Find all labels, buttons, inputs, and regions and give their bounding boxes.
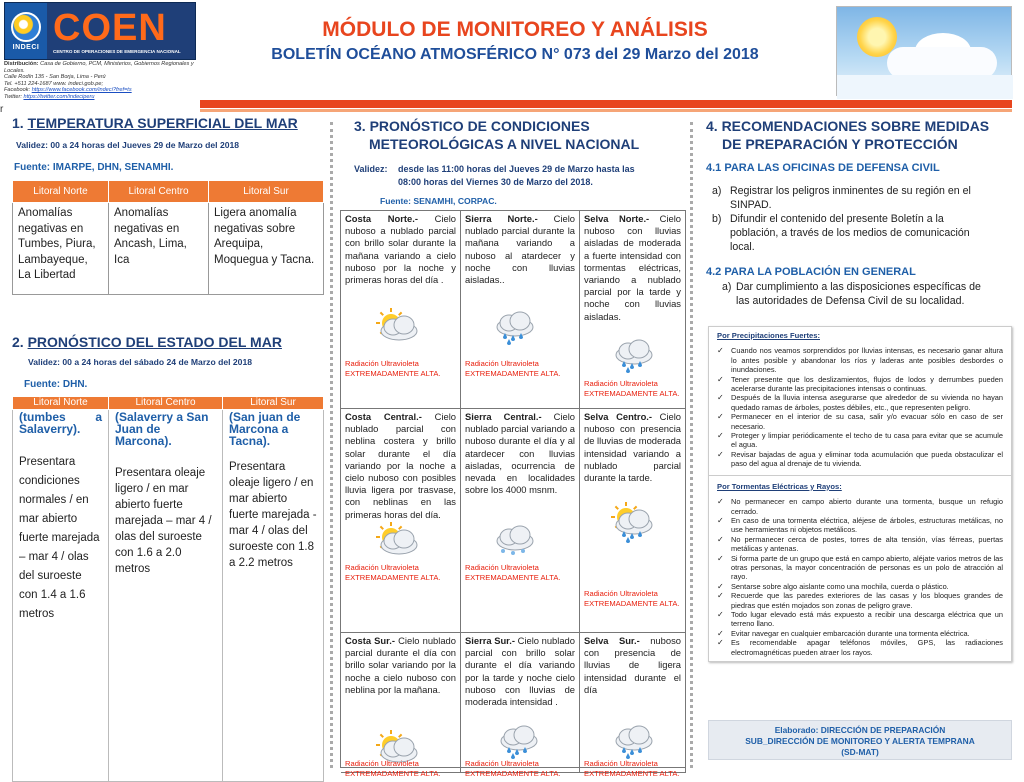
subsection-4-1: 4.1 PARA LAS OFICINAS DE DEFENSA CIVIL xyxy=(706,162,940,174)
checkmark-icon: ✓ xyxy=(717,609,724,619)
table-cell: Ligera anomalía negativas sobre Arequipa, Moquegua y Tacna. xyxy=(209,203,324,295)
sea-state-table xyxy=(12,396,324,782)
forecast-cell xyxy=(341,633,461,778)
table-cell: (San juan de Marcona a Tacna). Presentara oleaje ligero / en mar abierto fuerte marejada - mar 4 / olas del suroeste con 1.8 a 2.2 metros xyxy=(223,410,324,782)
forecast-cell xyxy=(461,633,580,778)
forecast-text: Costa Central.- Cielo nublado parcial con neblina costera y brillo solar durante el día variando por la noche a cielo nuboso con posibles lluvia ligera por trasvase, con neblinas en las primeras horas del día. xyxy=(345,411,456,520)
forecast-text: Sierra Central.- Cielo nublado parcial variando a nuboso durante el día y al atardecer con lluvias aisladas, ocurrencia de nevada en localidades sobre los 4000 msnm. xyxy=(465,411,575,496)
logo-text: COEN xyxy=(53,6,167,49)
table-cell: (Salaverry a San Juan de Marcona). Presentara oleaje ligero / en mar abierto fuerte marejada – mar 4 / olas del suroeste con 1.6 a 2.0 metros xyxy=(109,410,223,782)
twitter-link[interactable]: https://twitter.com/indeciperu xyxy=(23,93,95,100)
list-item: ✓ Es recomendable apagar teléfonos móviles, GPS, las radiaciones electromagnéticas pueden atraer los rayos. xyxy=(717,638,1003,657)
forecast-text: Costa Norte.- Cielo nuboso a nublado parcial con brillo solar durante la mañana variando a cielo nuboso por la noche y primeras horas del día . xyxy=(345,213,457,286)
emblem-label: INDECI xyxy=(12,43,40,51)
stray-character: r xyxy=(0,104,4,115)
column-header: Litoral Centro xyxy=(109,181,209,203)
list-item: ✓ Si forma parte de un grupo que está en campo abierto, aléjate varios metros de las otras personas, la mayor concentración de personas es un polo de atracción al rayo. xyxy=(717,553,1003,582)
divider xyxy=(709,475,1011,476)
rec-heading-lluvias: Por Precipitaciones Fuertes: xyxy=(717,331,820,340)
header-divider xyxy=(200,100,1012,108)
section3-heading: 3. PRONÓSTICO DE CONDICIONES METEOROLÓGICAS A NIVEL NACIONAL xyxy=(354,118,640,152)
table-cell: (tumbes a Salaverry). Presentara condiciones normales / en mar abierto fuerte marejada – mar 4 / olas del suroeste con 1.4 a 1.6 metros xyxy=(13,410,109,782)
section1-source: Fuente: IMARPE, DHN, SENAMHI. xyxy=(14,162,174,173)
section2-source: Fuente: DHN. xyxy=(24,379,88,390)
forecast-cell xyxy=(580,409,686,633)
uv-radiation-label: Radiación Ultravioleta EXTREMADAMENTE ALTA. xyxy=(345,759,441,778)
weather-banner-image xyxy=(836,6,1012,96)
forecast-cell xyxy=(341,211,461,409)
table-cell: Anomalías negativas en Ancash, Lima, Ica xyxy=(109,203,209,295)
list-item: ✓ En caso de una tormenta eléctrica, aléjese de árboles, estructuras metálicas, no use herramientas ni objetos metálicos. xyxy=(717,515,1003,535)
uv-radiation-label: Radiación Ultravioleta EXTREMADAMENTE ALTA. xyxy=(584,759,680,778)
uv-radiation-label: Radiación Ultravioleta EXTREMADAMENTE ALTA. xyxy=(465,563,561,582)
table-cell: Anomalías negativas en Tumbes, Piura, Lambayeque, La Libertad xyxy=(13,203,109,295)
indeci-emblem xyxy=(5,3,47,59)
checkmark-icon: ✓ xyxy=(717,431,724,441)
column-header: Litoral Norte xyxy=(13,397,109,410)
address: Calle Rodín 135 - San Borja, Lima - Perú xyxy=(4,74,106,81)
column-separator xyxy=(690,122,693,768)
forecast-cell xyxy=(461,211,580,409)
checkmark-icon: ✓ xyxy=(717,534,724,544)
list-poblacion xyxy=(722,280,986,308)
globe-icon xyxy=(11,12,41,42)
forecast-text: Sierra Sur.- Cielo nublado parcial con brillo solar durante el día variando por la tarde y noche cielo nuboso con lluvias de moderada intensidad . xyxy=(465,635,575,708)
forecast-cell xyxy=(580,633,686,778)
column-header: Litoral Norte xyxy=(13,181,109,203)
list-item: ✓ Proteger y limpiar periódicamente el techo de tu casa para evitar que se acumule el agua. xyxy=(717,431,1003,450)
footer-credits: Elaborado: DIRECCIÓN DE PREPARACIÓN SUB_DIRECCIÓN DE MONITOREO Y ALERTA TEMPRANA (SD-MAT) xyxy=(708,720,1012,760)
list-item: ✓ No permanecer cerca de postes, torres de alta tensión, vías férreas, puertas metálicas y antenas. xyxy=(717,534,1003,554)
section1-validity: Validez: 00 a 24 horas del Jueves 29 de Marzo del 2018 xyxy=(16,140,240,150)
checkmark-icon: ✓ xyxy=(717,581,724,591)
uv-radiation-label: Radiación Ultravioleta EXTREMADAMENTE ALTA. xyxy=(465,359,561,378)
list-item: ✓ Tener presente que los deslizamientos, flujos de lodos y derrumbes pueden acelerarse durante las precipitaciones intensas o continuas. xyxy=(717,374,1003,394)
weather-forecast-grid xyxy=(340,210,686,778)
rain-cloud-icon xyxy=(606,717,656,755)
partly-cloudy-icon xyxy=(371,521,421,559)
section3-validity: Validez: desde las 11:00 horas del Jueves 29 de Marzo hasta las xyxy=(354,164,635,174)
forecast-region: Selva Centro.- xyxy=(584,411,653,422)
logo-subtitle: CENTRO DE OPERACIONES DE EMERGENCIA NACIONAL xyxy=(53,48,181,54)
section3-source: Fuente: SENAMHI, CORPAC. xyxy=(380,196,497,206)
forecast-text: Selva Sur.- nuboso con presencia de lluvias de ligera intensidad durante el día xyxy=(584,635,681,695)
rain-cloud-icon xyxy=(487,303,537,341)
forecast-region: Costa Norte.- xyxy=(345,213,418,224)
forecast-cell xyxy=(341,409,461,633)
forecast-text: Sierra Norte.- Cielo nublado parcial durante la mañana variando a nuboso al atardecer y noche con lluvias aisladas.. xyxy=(465,213,575,286)
uv-radiation-label: Radiación Ultravioleta EXTREMADAMENTE ALTA. xyxy=(584,589,680,608)
rec-heading-tormentas: Por Tormentas Eléctricas y Rayos: xyxy=(717,481,842,491)
checkmark-icon: ✓ xyxy=(717,346,724,356)
forecast-region: Sierra Sur.- xyxy=(465,635,516,646)
forecast-region: Selva Norte.- xyxy=(584,213,650,224)
forecast-region: Selva Sur.- xyxy=(584,635,640,646)
checkmark-icon: ✓ xyxy=(717,374,724,384)
column-separator xyxy=(330,122,333,768)
section2-validity: Validez: 00 a 24 horas del sábado 24 de Marzo del 2018 xyxy=(28,357,253,367)
checkmark-icon: ✓ xyxy=(717,497,724,507)
forecast-cell xyxy=(461,409,580,633)
list-item: ✓ No permanecer en campo abierto durante una tormenta, busque un refugio cerrado. xyxy=(717,497,1003,516)
page-subtitle: BOLETÍN OCÉANO ATMOSFÉRICO N° 073 del 29 Marzo del 2018 xyxy=(271,46,759,63)
forecast-region: Costa Sur.- xyxy=(345,635,396,646)
section4-heading: 4. RECOMENDACIONES SOBRE MEDIDAS DE PREPARACIÓN Y PROTECCIÓN xyxy=(706,118,990,152)
list-item: a) Dar cumplimiento a las disposiciones específicas de las autoridades de Defensa Civil de su localidad. xyxy=(722,281,981,307)
facebook-link[interactable]: https://www.facebook.com/indeci?fref=ts xyxy=(31,87,132,94)
forecast-text: Selva Norte.- Cielo nuboso con lluvias aisladas de moderada a fuerte intensidad con tormentas eléctricas, variando a nublado parcial por la tarde y noche con lluvias aisladas. xyxy=(584,213,681,322)
section2-heading: 2. PRONÓSTICO DEL ESTADO DEL MAR xyxy=(12,334,282,350)
snow-cloud-icon xyxy=(487,517,537,555)
page-title: MÓDULO DE MONITOREO Y ANÁLISIS xyxy=(322,18,708,41)
list-item: ✓ Cuando nos veamos sorprendidos por lluvias intensas, es necesario ganar altura lo antes posible y abandonar los ríos y laderas ante posibles desbordes o inundaciones. xyxy=(717,346,1003,375)
sea-temperature-table xyxy=(12,180,324,295)
column-header: Litoral Centro xyxy=(109,397,223,410)
list-item: a) Registrar los peligros inminentes de su región en el SINPAD. xyxy=(712,185,971,211)
rain-cloud-icon xyxy=(606,331,656,369)
column-header: Litoral Sur xyxy=(209,181,324,203)
checkmark-icon: ✓ xyxy=(717,638,724,648)
list-item: ✓ Después de la lluvia intensa asegurarse que alrededor de su vivienda no hayan quedado ramas de árboles, postes débiles, etc., que representen peligro. xyxy=(717,393,1003,412)
rain-cloud-icon xyxy=(491,717,541,755)
column-header: Litoral Sur xyxy=(223,397,324,410)
list-item: ✓ Revisar bajadas de agua y eliminar toda acumulación que pueda obstaculizar el paso del agua al drenaje de tu vivienda. xyxy=(717,449,1003,469)
forecast-region: Sierra Norte.- xyxy=(465,213,538,224)
rec-list-lluvias xyxy=(717,346,1003,468)
section1-heading: 1. TEMPERATURA SUPERFICIAL DEL MAR xyxy=(12,115,298,131)
recommendations-box xyxy=(708,326,1012,662)
distribution-info: Distribución: Casa de Gobierno, PCM, Ministerios, Gobiernos Regionales y Locales. Calle Rodín 135 - San Borja, Lima - Perú Tel. +511 224-1687 www. indeci.gob.pe; Facebook: https://www.facebook.com/indeci?fref=ts Twitter: https://twitter.com/indeciperu xyxy=(4,61,204,101)
list-item: ✓ Evitar navegar en cualquier embarcación durante una tormenta eléctrica. xyxy=(717,628,970,638)
rec-list-tormentas xyxy=(717,497,1003,657)
checkmark-icon: ✓ xyxy=(717,553,724,563)
uv-radiation-label: Radiación Ultravioleta EXTREMADAMENTE ALTA. xyxy=(584,379,680,398)
list-item: ✓ Recuerde que las paredes exteriores de las casas y los bloques grandes de piedras que estén mojados son zonas de peligro grave. xyxy=(717,591,1003,610)
forecast-region: Costa Central.- xyxy=(345,411,422,422)
list-item: ✓ Sentarse sobre algo aislante como una mochila, cuerda o plástico. xyxy=(717,581,949,591)
checkmark-icon: ✓ xyxy=(717,393,724,403)
sun-rain-icon xyxy=(606,501,656,539)
forecast-text: Selva Centro.- Cielo nuboso con presencia de lluvias de moderada intensidad variando a nublado parcial durante la tarde. xyxy=(584,411,681,484)
checkmark-icon: ✓ xyxy=(717,412,724,422)
checkmark-icon: ✓ xyxy=(717,515,724,525)
uv-radiation-label: Radiación Ultravioleta EXTREMADAMENTE ALTA. xyxy=(465,759,561,778)
list-item: b) Difundir el contenido del presente Boletín a la población, a través de los medios de comunicación local. xyxy=(712,213,970,253)
subsection-4-2: 4.2 PARA LA POBLACIÓN EN GENERAL xyxy=(706,266,916,278)
list-item: ✓ Permanecer en el interior de su casa, salir y/o evacuar sólo en caso de ser necesario. xyxy=(717,412,1003,431)
uv-radiation-label: Radiación Ultravioleta EXTREMADAMENTE ALTA. xyxy=(345,563,441,582)
forecast-region: Sierra Central.- xyxy=(465,411,542,422)
partly-cloudy-icon xyxy=(371,307,421,345)
forecast-cell xyxy=(580,211,686,409)
coen-logo xyxy=(4,2,196,60)
table-row xyxy=(13,410,324,782)
checkmark-icon: ✓ xyxy=(717,591,724,601)
forecast-text: Costa Sur.- Cielo nublado parcial durante el día con brillo solar variando por la noche a cielo nuboso con neblina por la mañana. xyxy=(345,635,456,695)
checkmark-icon: ✓ xyxy=(717,628,724,638)
list-item: ✓ Todo lugar elevado está más expuesto a recibir una descarga eléctrica que un terreno llano. xyxy=(717,609,1003,629)
uv-radiation-label: Radiación Ultravioleta EXTREMADAMENTE ALTA. xyxy=(345,359,441,378)
table-row xyxy=(13,203,324,295)
phone: Tel. +511 224-1687 www. indeci.gob.pe; xyxy=(4,80,104,87)
list-defensa-civil xyxy=(712,184,982,254)
checkmark-icon: ✓ xyxy=(717,449,724,459)
